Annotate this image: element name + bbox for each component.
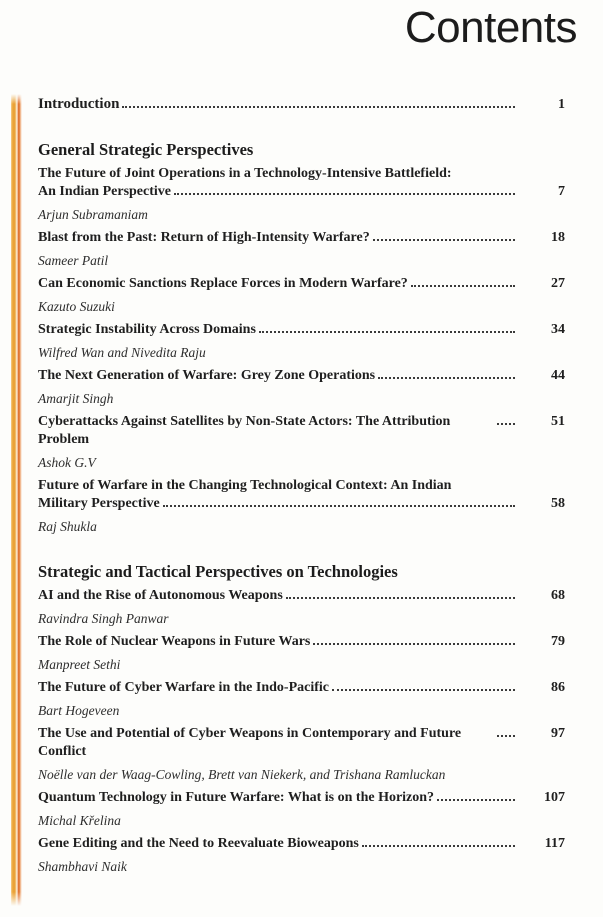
entry-author: Michal Křelina	[38, 813, 121, 828]
entry-title-line1: The Future of Joint Operations in a Technology-Intensive Battlefield:	[38, 166, 452, 181]
toc-section-technologies	[38, 562, 565, 876]
page-number: 68	[551, 588, 565, 603]
entry-author: Shambhavi Naik	[38, 859, 127, 874]
toc-entry	[38, 229, 565, 270]
entry-title: Gene Editing and the Need to Reevaluate Bioweapons	[38, 836, 359, 851]
page-number: 107	[544, 790, 565, 805]
entry-title-row	[38, 495, 565, 513]
dot-leader	[378, 377, 515, 379]
entry-author: Sameer Patil	[38, 253, 109, 268]
entry-author: Amarjit Singh	[38, 391, 114, 406]
entry-title: Strategic Instability Across Domains	[38, 322, 256, 337]
toc-entry	[38, 587, 565, 628]
entry-title: The Role of Nuclear Weapons in Future Wars	[38, 634, 311, 649]
entry-title-row	[38, 789, 565, 807]
section-heading: Strategic and Tactical Perspectives on Technologies	[38, 562, 398, 581]
entry-author: Bart Hogeveen	[38, 703, 120, 718]
dot-leader	[332, 689, 515, 691]
entry-title: Military Perspective	[38, 496, 160, 511]
entry-title-row	[38, 413, 565, 449]
entry-title: The Next Generation of Warfare: Grey Zone Operations	[38, 368, 376, 383]
entry-title: AI and the Rise of Autonomous Weapons	[38, 588, 283, 603]
toc-entry	[38, 413, 565, 472]
entry-author: Arjun Subramaniam	[38, 207, 148, 222]
entry-author: Ravindra Singh Panwar	[38, 611, 169, 626]
page-number: 97	[551, 726, 565, 741]
toc-intro-row	[38, 95, 565, 114]
toc-entry	[38, 477, 565, 536]
toc-section-general	[38, 140, 565, 536]
entry-title-row	[38, 183, 565, 201]
section-heading: General Strategic Perspectives	[38, 140, 254, 159]
dot-leader	[286, 597, 515, 599]
entry-title: Cyberattacks Against Satellites by Non-State Actors: The Attribution Problem	[38, 414, 451, 447]
dot-leader	[362, 845, 515, 847]
entry-author: Ashok G.V	[38, 455, 96, 470]
entry-author: Noëlle van der Waag-Cowling, Brett van Niekerk, and Trishana Ramluckan	[38, 767, 446, 782]
entry-title-row	[38, 367, 565, 385]
entry-title: The Use and Potential of Cyber Weapons in Contemporary and Future Conflict	[38, 726, 462, 759]
page-number: 79	[551, 634, 565, 649]
toc-entry	[38, 835, 565, 876]
entry-title-row	[38, 587, 565, 605]
entry-title-row	[38, 725, 565, 761]
page-number: 7	[558, 184, 565, 199]
intro-title: Introduction	[38, 96, 120, 112]
toc-entry	[38, 789, 565, 830]
toc-entry	[38, 321, 565, 362]
entry-title-line1: Future of Warfare in the Changing Technological Context: An Indian	[38, 478, 452, 493]
entry-title: The Future of Cyber Warfare in the Indo-Pacific	[38, 680, 329, 695]
page-number: 44	[551, 368, 565, 383]
entry-author: Raj Shukla	[38, 519, 97, 534]
page-number: 27	[551, 276, 565, 291]
entry-title-row	[38, 679, 565, 697]
page-number: 117	[544, 836, 565, 851]
dot-leader	[497, 423, 515, 425]
dot-leader	[122, 106, 515, 108]
dot-leader	[373, 239, 515, 241]
dot-leader	[163, 505, 515, 507]
entry-author: Manpreet Sethi	[38, 657, 121, 672]
entry-title: Blast from the Past: Return of High-Intensity Warfare?	[38, 230, 370, 245]
page-title: Contents	[404, 3, 577, 52]
toc-entry	[38, 633, 565, 674]
entry-title-row	[38, 835, 565, 853]
page-number: 51	[551, 414, 565, 429]
page-number: 34	[551, 322, 565, 337]
page-number: 86	[551, 680, 565, 695]
entry-title: Quantum Technology in Future Warfare: What is on the Horizon?	[38, 790, 435, 805]
entry-title-row	[38, 633, 565, 651]
dot-leader	[313, 643, 515, 645]
entry-title-row	[38, 275, 565, 293]
dot-leader	[174, 193, 515, 195]
entry-title: Can Economic Sanctions Replace Forces in Modern Warfare?	[38, 276, 408, 291]
toc	[38, 95, 565, 881]
toc-entry	[38, 367, 565, 408]
entry-title-row	[38, 229, 565, 247]
dot-leader	[411, 285, 515, 287]
dot-leader	[259, 331, 515, 333]
toc-entry	[38, 275, 565, 316]
toc-entry	[38, 679, 565, 720]
entry-author: Kazuto Suzuki	[38, 299, 115, 314]
entry-title-row	[38, 321, 565, 339]
page-number: 18	[551, 230, 565, 245]
entry-author: Wilfred Wan and Nivedita Raju	[38, 345, 206, 360]
toc-entry	[38, 725, 565, 784]
dot-leader	[437, 799, 515, 801]
page-number: 58	[551, 496, 565, 511]
dot-leader	[497, 735, 515, 737]
page-number: 1	[558, 97, 565, 112]
accent-bar	[11, 94, 22, 906]
toc-entry	[38, 165, 565, 224]
entry-title: An Indian Perspective	[38, 184, 171, 199]
